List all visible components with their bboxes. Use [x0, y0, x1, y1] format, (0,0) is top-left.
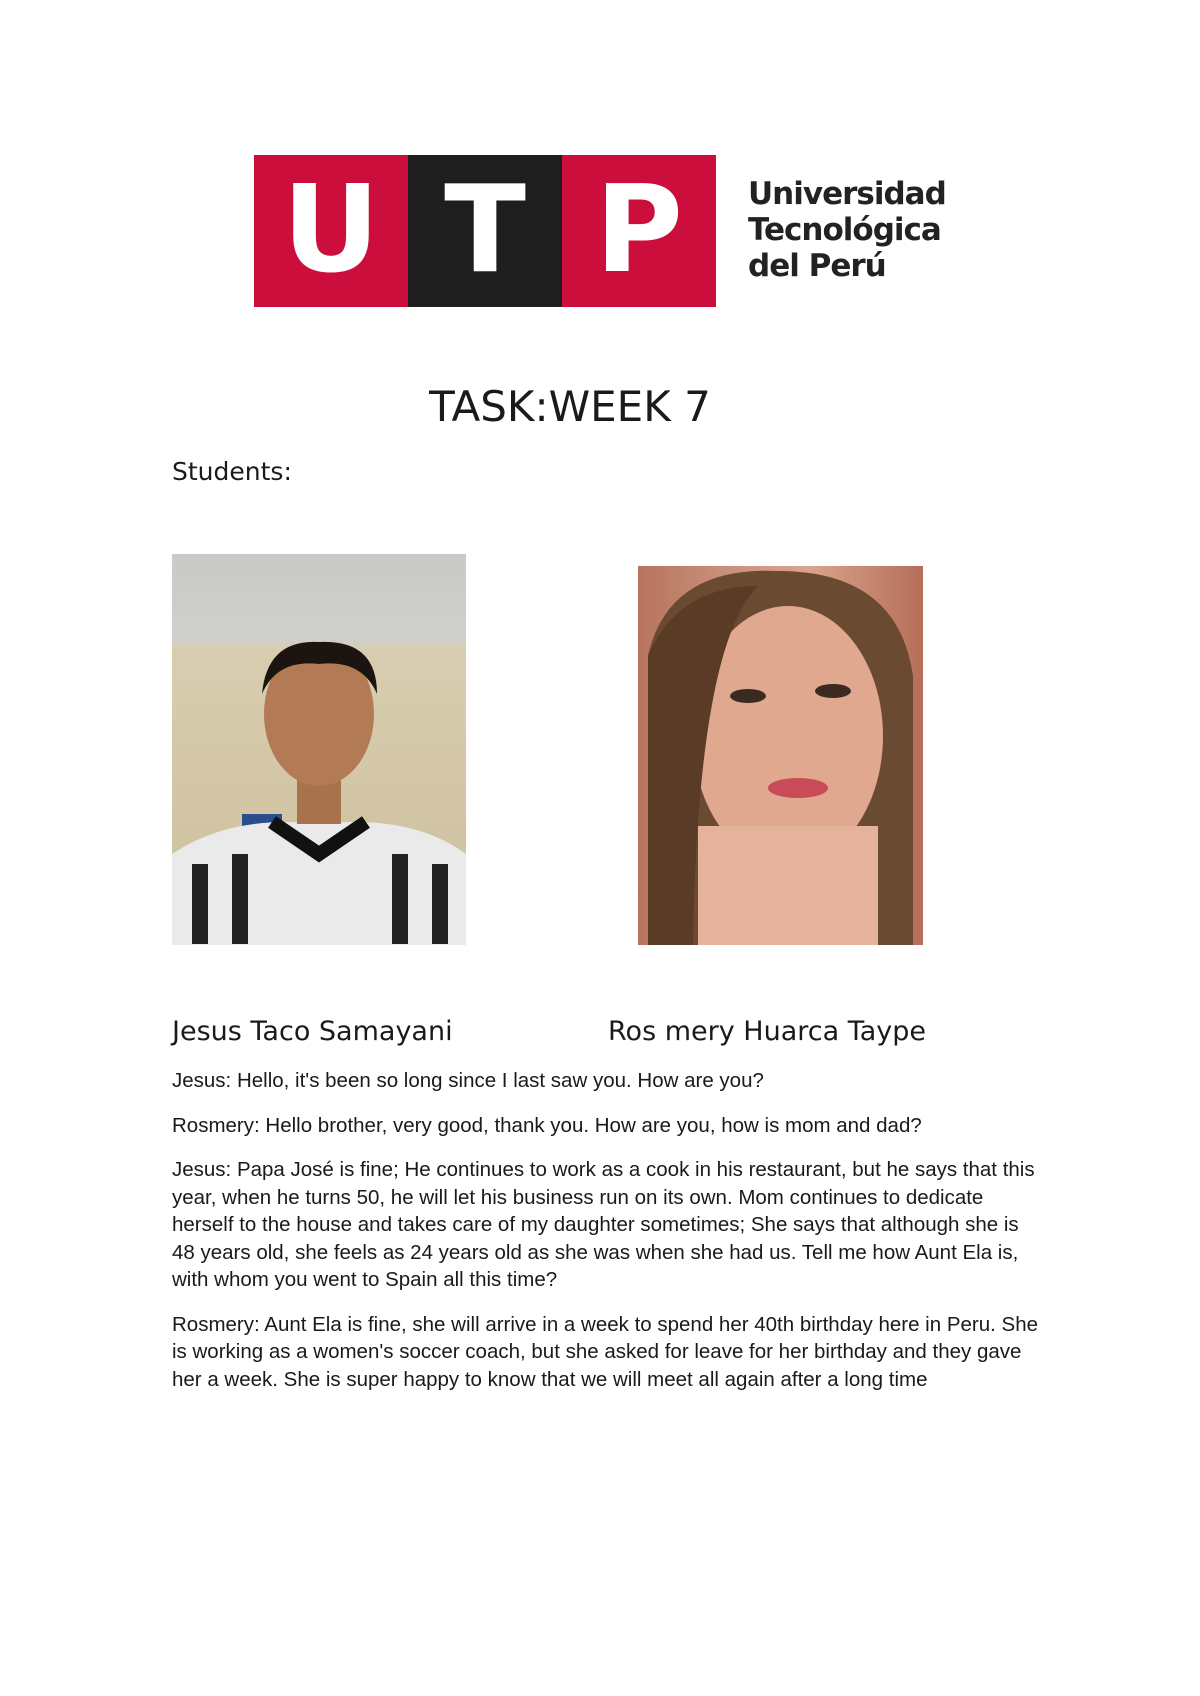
students-label: Students:: [172, 457, 292, 486]
student-name: Jesus Taco Samayani: [172, 1016, 453, 1047]
utp-logo: [254, 155, 716, 307]
student-photo-jesus: [172, 554, 466, 945]
university-name-line: del Perú: [748, 248, 886, 284]
dialogue-line: Rosmery: Aunt Ela is fine, she will arrive in a week to spend her 40th birthday here in Peru. She is working as a women's soccer coach, but she asked for leave for her birthday and they gave her a week. She is super happy to know that we will meet all again after a long time: [172, 1312, 1039, 1391]
dialogue-line: Rosmery: Hello brother, very good, thank you. How are you, how is mom and dad?: [172, 1113, 922, 1137]
dialogue-line: Jesus: Papa José is fine; He continues to work as a cook in his restaurant, but he says that this year, when he turns 50, he will let his business run on its own. Mom continues to dedicate herself to the house and takes care of my daughter sometimes; She says that although she is 48 years old, she feels as 24 years old as she was when she had us. Tell me how Aunt Ela is, with whom you went to Spain all this time?: [172, 1158, 1035, 1291]
student-photo-rosmery: [638, 566, 923, 945]
university-name-line: Tecnológica: [748, 212, 941, 248]
page-title: TASK:WEEK 7: [429, 382, 711, 431]
logo-letter-u: U: [254, 155, 408, 307]
portrait-illustration: [638, 566, 923, 945]
student-name: Ros mery Huarca Taype: [608, 1016, 927, 1047]
dialogue-line: Jesus: Hello, it's been so long since I last saw you. How are you?: [172, 1069, 764, 1092]
university-name-line: Universidad: [748, 176, 946, 212]
portrait-illustration: [172, 554, 466, 945]
university-name: [748, 176, 946, 284]
logo-letter-t: T: [408, 155, 562, 307]
dialogue: [172, 1067, 1042, 1410]
logo-letter-p: P: [562, 155, 716, 307]
